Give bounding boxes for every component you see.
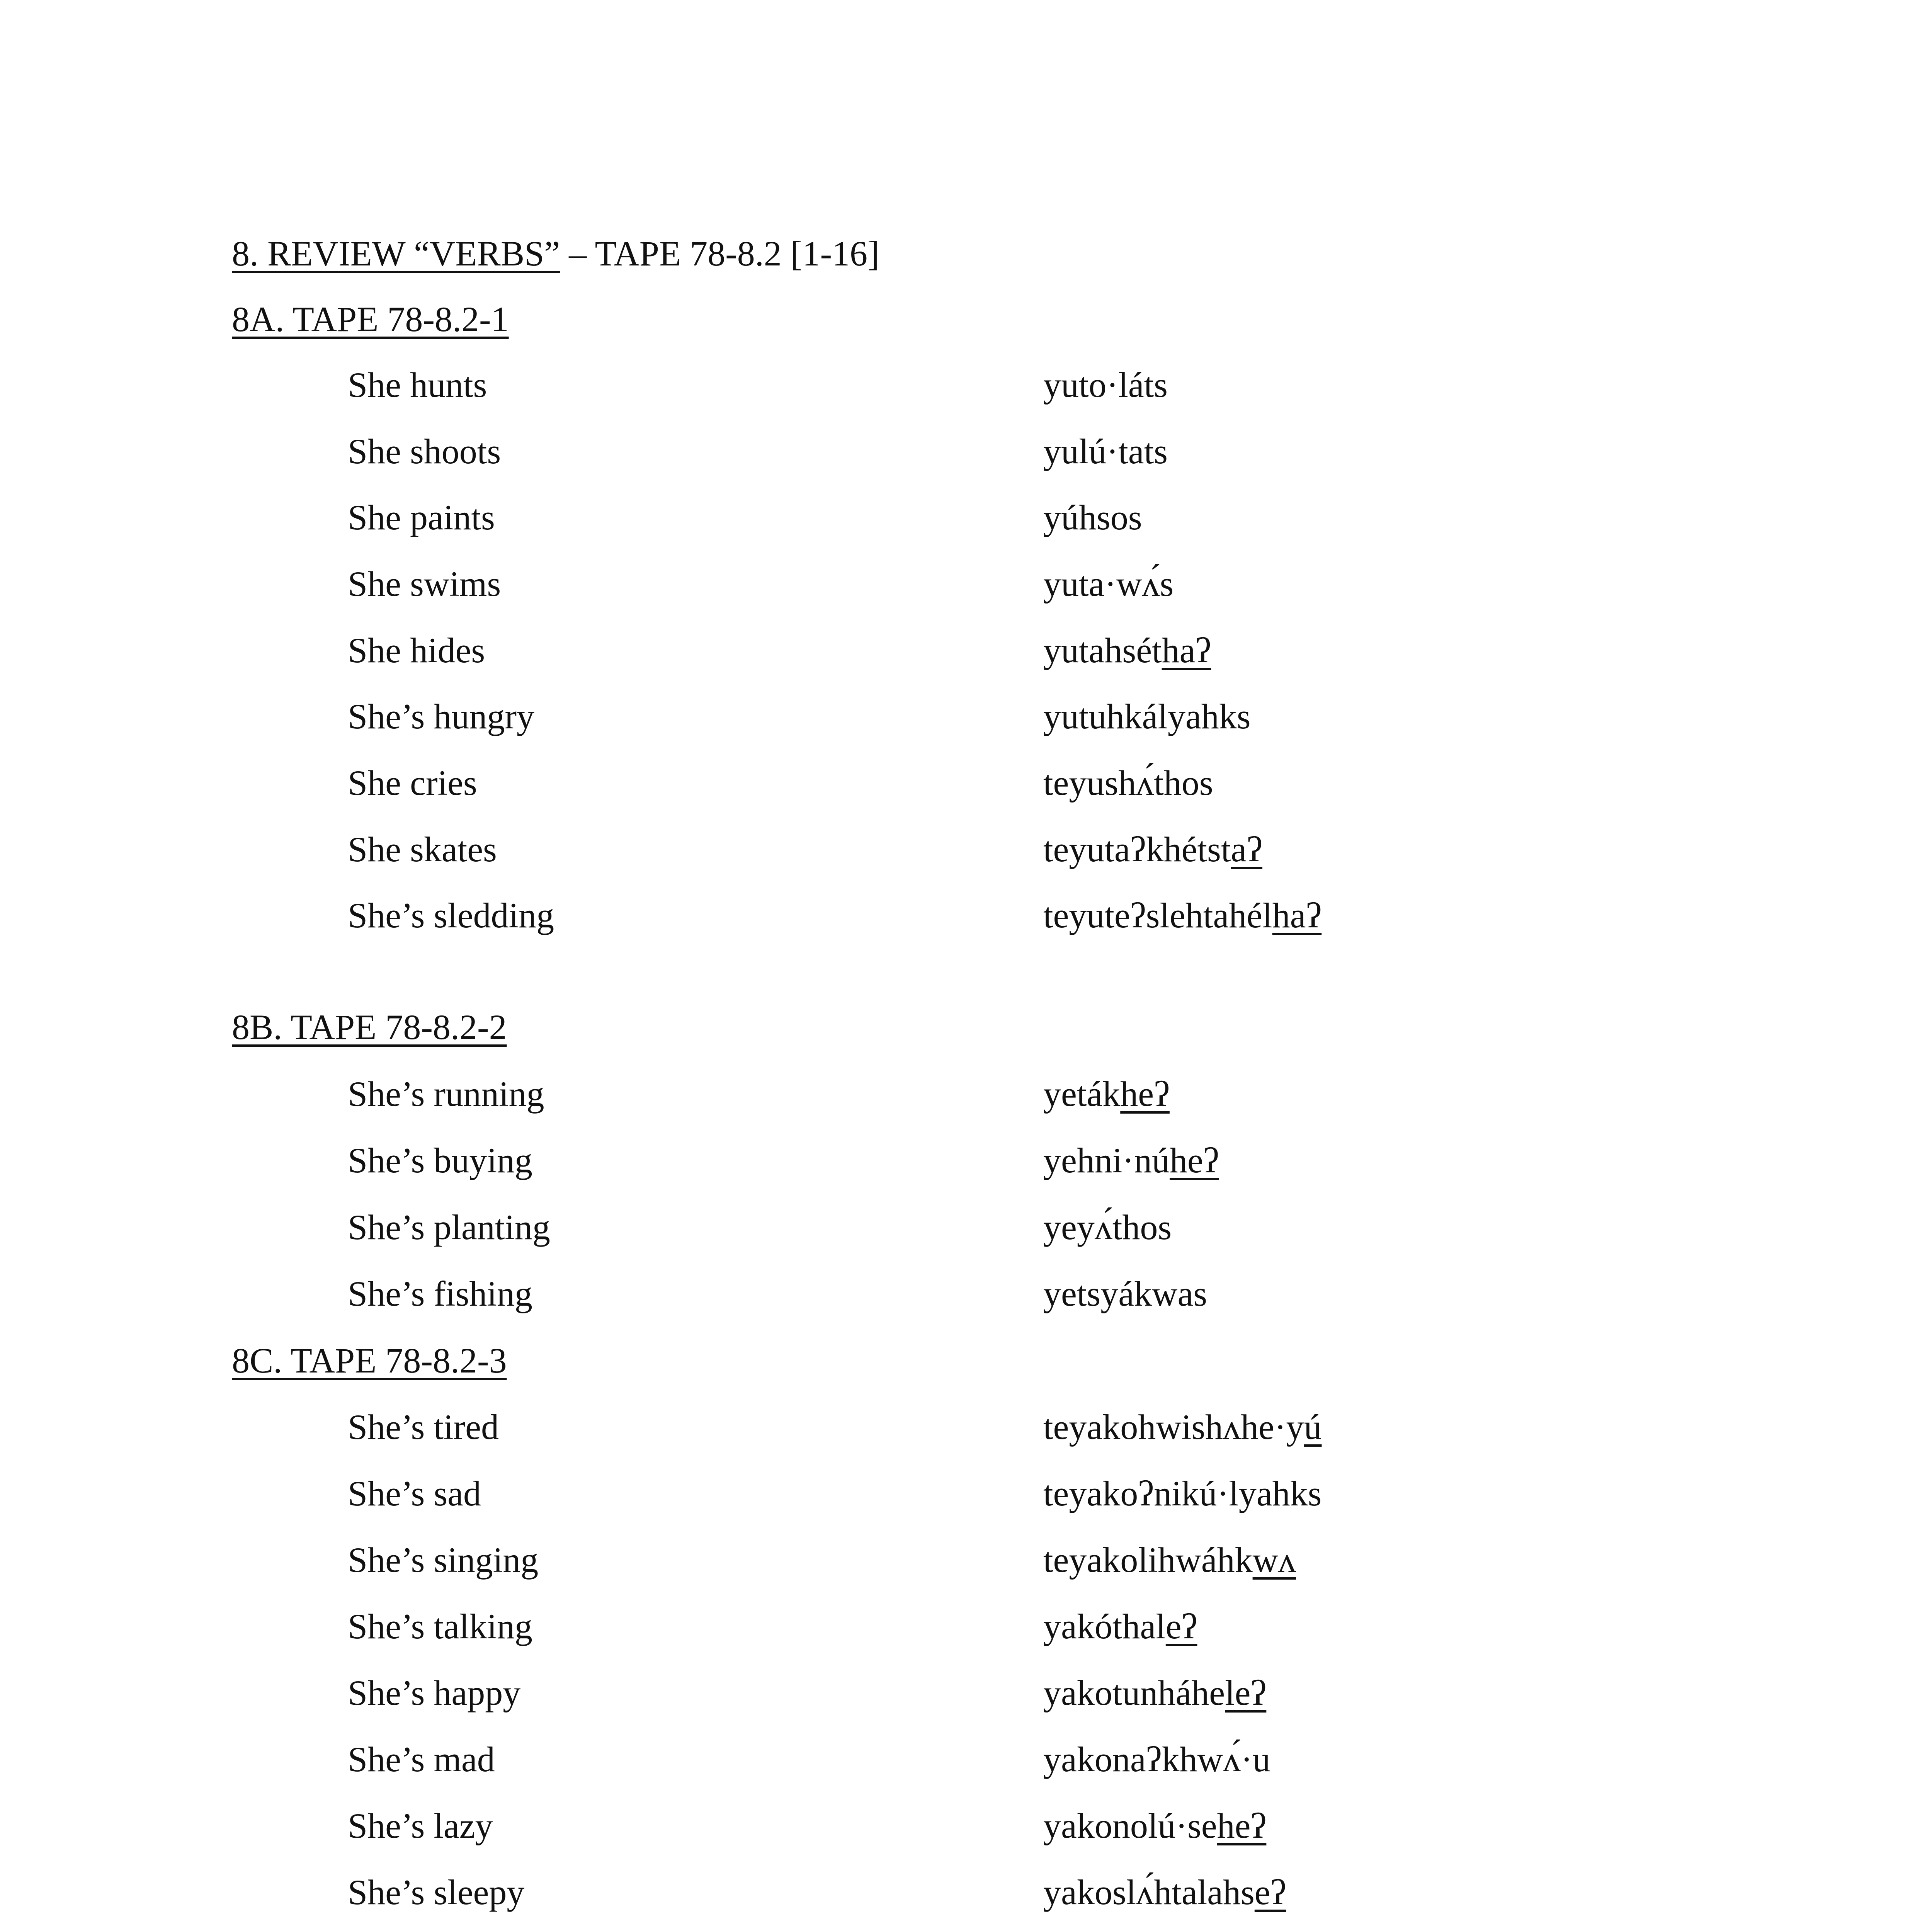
english-gloss: She shoots (348, 432, 501, 471)
section-heading: 8A. TAPE 78-8.2-1 (232, 299, 509, 339)
oneida-word (1043, 566, 1173, 602)
english-gloss: She’s mad (348, 1740, 495, 1779)
oneida-underlined-segment: ú (1304, 1407, 1322, 1447)
english-gloss: She’s sledding (348, 896, 554, 935)
oneida-underlined-segment: eʔ (1165, 1607, 1197, 1646)
english-gloss: She’s happy (348, 1673, 521, 1713)
english-gloss: She’s lazy (348, 1806, 493, 1845)
oneida-underlined-segment: haʔ (1272, 896, 1322, 935)
oneida-segment: teyuteʔslehtahél (1043, 896, 1272, 935)
english-gloss: She’s sad (348, 1474, 481, 1513)
oneida-word (1043, 1542, 1296, 1578)
oneida-segment: teyushʌ́thos (1043, 763, 1213, 803)
oneida-word (1043, 1675, 1266, 1711)
english-gloss: She hides (348, 631, 485, 670)
english-gloss: She’s running (348, 1074, 544, 1114)
english-gloss: She’s fishing (348, 1274, 532, 1313)
oneida-underlined-segment: leʔ (1225, 1673, 1267, 1713)
oneida-word (1043, 765, 1213, 801)
english-gloss: She’s buying (348, 1141, 532, 1180)
english-gloss: She hunts (348, 365, 487, 405)
oneida-word (1043, 699, 1251, 734)
oneida-word (1043, 832, 1262, 867)
oneida-word (1043, 1409, 1322, 1445)
oneida-underlined-segment: heʔ (1170, 1141, 1219, 1180)
document-title (232, 236, 879, 271)
oneida-word (1043, 1476, 1321, 1511)
english-gloss: She’s sleepy (348, 1872, 525, 1912)
english-gloss: She cries (348, 763, 477, 803)
english-gloss: She paints (348, 498, 495, 537)
english-gloss: She’s hungry (348, 697, 534, 736)
oneida-segment: yakoslʌ́htalahs (1043, 1872, 1255, 1912)
oneida-segment: yehni·nú (1043, 1141, 1170, 1180)
oneida-segment: teyakolihwáhk (1043, 1540, 1253, 1580)
oneida-word (1043, 500, 1142, 535)
oneida-underlined-segment: heʔ (1217, 1806, 1267, 1845)
oneida-underlined-segment: haʔ (1162, 631, 1211, 670)
oneida-word (1043, 1808, 1266, 1844)
english-gloss: She skates (348, 830, 497, 869)
english-gloss: She’s planting (348, 1208, 550, 1247)
oneida-segment: yetsyákwas (1043, 1274, 1208, 1313)
oneida-word (1043, 633, 1211, 668)
oneida-segment: yeták (1043, 1074, 1121, 1114)
oneida-segment: yuta·wʌ́s (1043, 564, 1174, 604)
english-gloss: She’s talking (348, 1607, 532, 1646)
oneida-segment: teyakohwishʌhe·y (1043, 1407, 1304, 1447)
title-underlined: 8. REVIEW “VERBS” (232, 234, 560, 273)
oneida-segment: yutuhkályahks (1043, 697, 1251, 736)
oneida-underlined-segment: heʔ (1120, 1074, 1170, 1114)
oneida-word (1043, 1209, 1172, 1245)
title-rest: – TAPE 78-8.2 [1-16] (560, 234, 879, 273)
oneida-underlined-segment: eʔ (1254, 1872, 1286, 1912)
oneida-segment: teyakoʔnikú·lyahks (1043, 1474, 1322, 1513)
oneida-word (1043, 1609, 1197, 1644)
oneida-segment: yakonaʔkhwʌ́·u (1043, 1740, 1270, 1779)
english-gloss: She’s tired (348, 1407, 499, 1447)
oneida-segment: yulú·tats (1043, 432, 1168, 471)
english-gloss: She swims (348, 564, 501, 604)
oneida-word (1043, 1276, 1207, 1311)
oneida-segment: yakonolú·se (1043, 1806, 1217, 1845)
oneida-word (1043, 1742, 1270, 1777)
oneida-segment: yutahsét (1043, 631, 1162, 670)
oneida-underlined-segment: aʔ (1231, 830, 1263, 869)
oneida-word (1043, 898, 1321, 933)
section-heading: 8B. TAPE 78-8.2-2 (232, 1007, 507, 1047)
oneida-word (1043, 434, 1168, 469)
oneida-segment: yuto·láts (1043, 365, 1168, 405)
oneida-segment: yúhsos (1043, 498, 1142, 537)
oneida-underlined-segment: wʌ (1252, 1540, 1296, 1580)
oneida-word (1043, 1076, 1170, 1112)
section-heading: 8C. TAPE 78-8.2-3 (232, 1341, 507, 1380)
oneida-word (1043, 1143, 1219, 1178)
oneida-segment: yeyʌ́thos (1043, 1208, 1172, 1247)
oneida-word (1043, 1874, 1286, 1910)
oneida-segment: yakóthal (1043, 1607, 1166, 1646)
oneida-segment: teyutaʔkhétst (1043, 830, 1231, 869)
oneida-segment: yakotunháhe (1043, 1673, 1225, 1713)
english-gloss: She’s singing (348, 1540, 539, 1580)
oneida-word (1043, 367, 1168, 403)
